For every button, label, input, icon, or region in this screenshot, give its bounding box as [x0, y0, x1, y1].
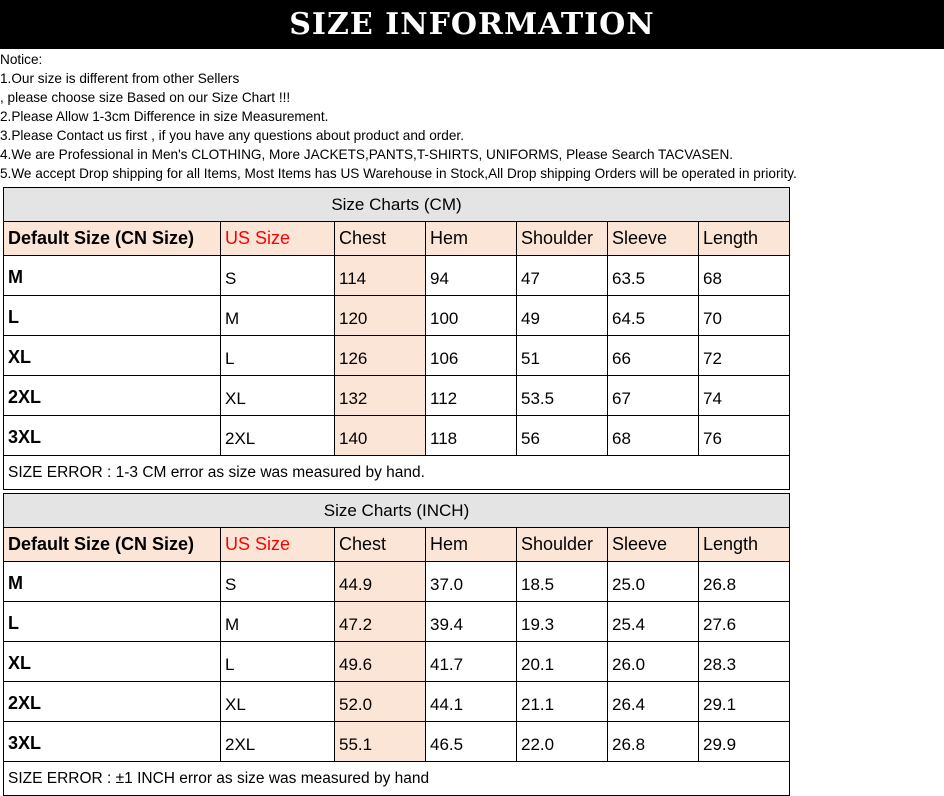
table-cell: 74 — [699, 376, 790, 416]
table-row — [4, 336, 790, 376]
column-header: Chest — [335, 222, 426, 256]
table-cell: XL — [4, 336, 221, 376]
table-cell: 26.8 — [699, 562, 790, 602]
table-cell: L — [4, 602, 221, 642]
table-row — [4, 722, 790, 762]
table-cell: 44.9 — [335, 562, 426, 602]
table-header-row — [4, 222, 790, 256]
table-cell: L — [221, 336, 335, 376]
table-cell: M — [221, 296, 335, 336]
column-header: Sleeve — [608, 222, 699, 256]
table-cell: 120 — [335, 296, 426, 336]
table-row — [4, 562, 790, 602]
table-cell: 114 — [335, 256, 426, 296]
table-row — [4, 376, 790, 416]
table-cell: 68 — [699, 256, 790, 296]
table-cell: 26.8 — [608, 722, 699, 762]
table-cell: 63.5 — [608, 256, 699, 296]
table-cell: 20.1 — [517, 642, 608, 682]
column-header: Chest — [335, 528, 426, 562]
table-cell: 51 — [517, 336, 608, 376]
table-cell: 47 — [517, 256, 608, 296]
table-caption-row — [4, 188, 790, 222]
notice-line: 2.Please Allow 1-3cm Difference in size Measurement. — [0, 109, 329, 124]
column-header: Sleeve — [608, 528, 699, 562]
column-header: Shoulder — [517, 528, 608, 562]
table-cell: M — [4, 256, 221, 296]
table-cell: 126 — [335, 336, 426, 376]
size-error-row — [4, 762, 790, 796]
table-cell: 44.1 — [426, 682, 517, 722]
table-cell: 56 — [517, 416, 608, 456]
column-header: Length — [699, 222, 790, 256]
table-cell: 64.5 — [608, 296, 699, 336]
title-banner — [0, 0, 944, 49]
table-cell: 106 — [426, 336, 517, 376]
table-cell: 49.6 — [335, 642, 426, 682]
table-cell: 132 — [335, 376, 426, 416]
table-cell: XL — [221, 376, 335, 416]
table-caption-row — [4, 494, 790, 528]
column-header: Length — [699, 528, 790, 562]
table-cell: 3XL — [4, 416, 221, 456]
notice-line: , please choose size Based on our Size Chart !!! — [0, 90, 291, 105]
table-cell: S — [221, 562, 335, 602]
column-header: US Size — [221, 528, 335, 562]
table-caption: Size Charts (INCH) — [4, 494, 790, 528]
table-cell: M — [221, 602, 335, 642]
table-cell: 26.0 — [608, 642, 699, 682]
table-cell: 39.4 — [426, 602, 517, 642]
table-cell: 76 — [699, 416, 790, 456]
table-row — [4, 682, 790, 722]
table-cell: 140 — [335, 416, 426, 456]
notice-line: 1.Our size is different from other Sellers — [0, 71, 240, 86]
table-cell: 53.5 — [517, 376, 608, 416]
table-cell: 2XL — [221, 416, 335, 456]
column-header: Hem — [426, 222, 517, 256]
column-header: Default Size (CN Size) — [4, 222, 221, 256]
table-row — [4, 296, 790, 336]
column-header: Default Size (CN Size) — [4, 528, 221, 562]
table-cell: 47.2 — [335, 602, 426, 642]
column-header: Shoulder — [517, 222, 608, 256]
table-cell: 22.0 — [517, 722, 608, 762]
page-title: SIZE INFORMATION — [289, 7, 655, 42]
table-cell: 67 — [608, 376, 699, 416]
table-cell: 112 — [426, 376, 517, 416]
size-error-note: SIZE ERROR : ±1 INCH error as size was measured by hand — [4, 762, 790, 796]
table-cell: 2XL — [4, 376, 221, 416]
table-cell: 19.3 — [517, 602, 608, 642]
table-cell: S — [221, 256, 335, 296]
column-header: Hem — [426, 528, 517, 562]
table-cell: XL — [221, 682, 335, 722]
table-row — [4, 256, 790, 296]
table-row — [4, 416, 790, 456]
table-header-row — [4, 528, 790, 562]
table-cell: 49 — [517, 296, 608, 336]
notice-block — [0, 50, 944, 183]
table-cell: 41.7 — [426, 642, 517, 682]
table-cell: 118 — [426, 416, 517, 456]
table-cell: 2XL — [221, 722, 335, 762]
table-cell: XL — [4, 642, 221, 682]
table-cell: 21.1 — [517, 682, 608, 722]
table-cell: 26.4 — [608, 682, 699, 722]
table-cell: 37.0 — [426, 562, 517, 602]
notice-line: Notice: — [0, 52, 43, 67]
table-cell: 27.6 — [699, 602, 790, 642]
table-cell: 52.0 — [335, 682, 426, 722]
table-row — [4, 602, 790, 642]
notice-line: 4.We are Professional in Men's CLOTHING, More JACKETS,PANTS,T-SHIRTS, UNIFORMS, Please Search TACVASEN. — [0, 147, 734, 162]
table-caption: Size Charts (CM) — [4, 188, 790, 222]
notice-line: 3.Please Contact us first , if you have any questions about product and order. — [0, 128, 464, 143]
table-cell: 68 — [608, 416, 699, 456]
table-cell: 100 — [426, 296, 517, 336]
table-cell: 55.1 — [335, 722, 426, 762]
table-cell: L — [221, 642, 335, 682]
column-header: US Size — [221, 222, 335, 256]
table-cell: 94 — [426, 256, 517, 296]
table-cell: 72 — [699, 336, 790, 376]
size-chart-cm — [3, 187, 790, 490]
table-cell: 3XL — [4, 722, 221, 762]
table-cell: 29.1 — [699, 682, 790, 722]
table-cell: 28.3 — [699, 642, 790, 682]
table-cell: 25.0 — [608, 562, 699, 602]
notice-line: 5.We accept Drop shipping for all Items, Most Items has US Warehouse in Stock,All Drop shipping Orders will be operated in priority. — [0, 166, 797, 181]
size-chart-inch — [3, 493, 790, 796]
table-cell: 2XL — [4, 682, 221, 722]
table-row — [4, 642, 790, 682]
table-cell: 70 — [699, 296, 790, 336]
table-cell: 25.4 — [608, 602, 699, 642]
table-cell: 29.9 — [699, 722, 790, 762]
table-cell: L — [4, 296, 221, 336]
table-cell: 66 — [608, 336, 699, 376]
size-error-row — [4, 456, 790, 490]
table-cell: M — [4, 562, 221, 602]
table-cell: 46.5 — [426, 722, 517, 762]
table-cell: 18.5 — [517, 562, 608, 602]
size-error-note: SIZE ERROR : 1-3 CM error as size was measured by hand. — [4, 456, 790, 490]
